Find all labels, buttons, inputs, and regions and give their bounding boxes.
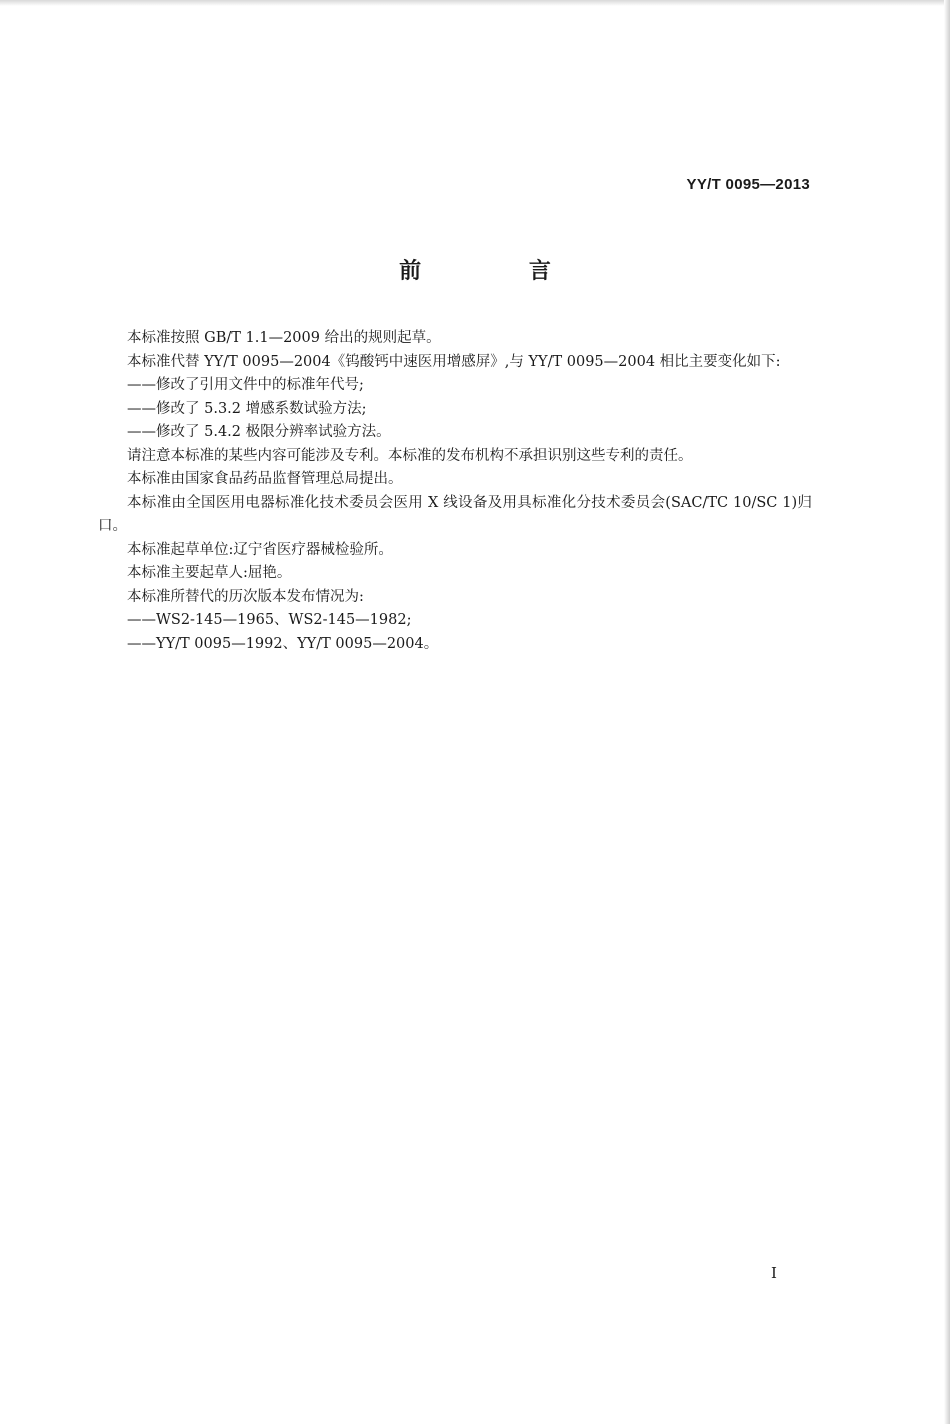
change-item-1: ——修改了引用文件中的标准年代号;: [127, 377, 364, 393]
paragraph-proposer: 本标准由国家食品药品监督管理总局提出。: [127, 471, 403, 487]
paragraph-drafting-rules: 本标准按照 GB/T 1.1—2009 给出的规则起草。: [127, 330, 441, 346]
history-item-2: ——YY/T 0095—1992、YY/T 0095—2004。: [127, 635, 439, 652]
page-edge-right: [944, 0, 950, 1424]
history-item-1: ——WS2-145—1965、WS2-145—1982;: [127, 612, 412, 628]
page-number: I: [771, 1264, 777, 1282]
paragraph-replacement: 本标准代替 YY/T 0095—2004《钨酸钙中速医用增感屏》,与 YY/T 0095—2004 相比主要变化如下:: [127, 353, 781, 370]
paragraph-main-drafter: 本标准主要起草人:屈艳。: [127, 565, 292, 581]
paragraph-version-history: 本标准所替代的历次版本发布情况为:: [127, 588, 364, 605]
change-item-3: ——修改了 5.4.2 极限分辨率试验方法。: [127, 424, 391, 440]
paragraph-patent-notice: 请注意本标准的某些内容可能涉及专利。本标准的发布机构不承担识别这些专利的责任。: [127, 447, 693, 464]
paragraph-committee: 本标准由全国医用电器标准化技术委员会医用 X 线设备及用具标准化分技术委员会(SAC/TC 10/SC 1)归口。: [98, 494, 812, 534]
foreword-body: [98, 327, 812, 656]
paragraph-drafting-unit: 本标准起草单位:辽宁省医疗器械检验所。: [127, 541, 393, 558]
change-item-2: ——修改了 5.3.2 增感系数试验方法;: [127, 400, 367, 417]
section-title: 前 言: [399, 259, 601, 284]
page-edge-top: [0, 0, 950, 6]
standard-code: YY/T 0095—2013: [686, 176, 810, 193]
